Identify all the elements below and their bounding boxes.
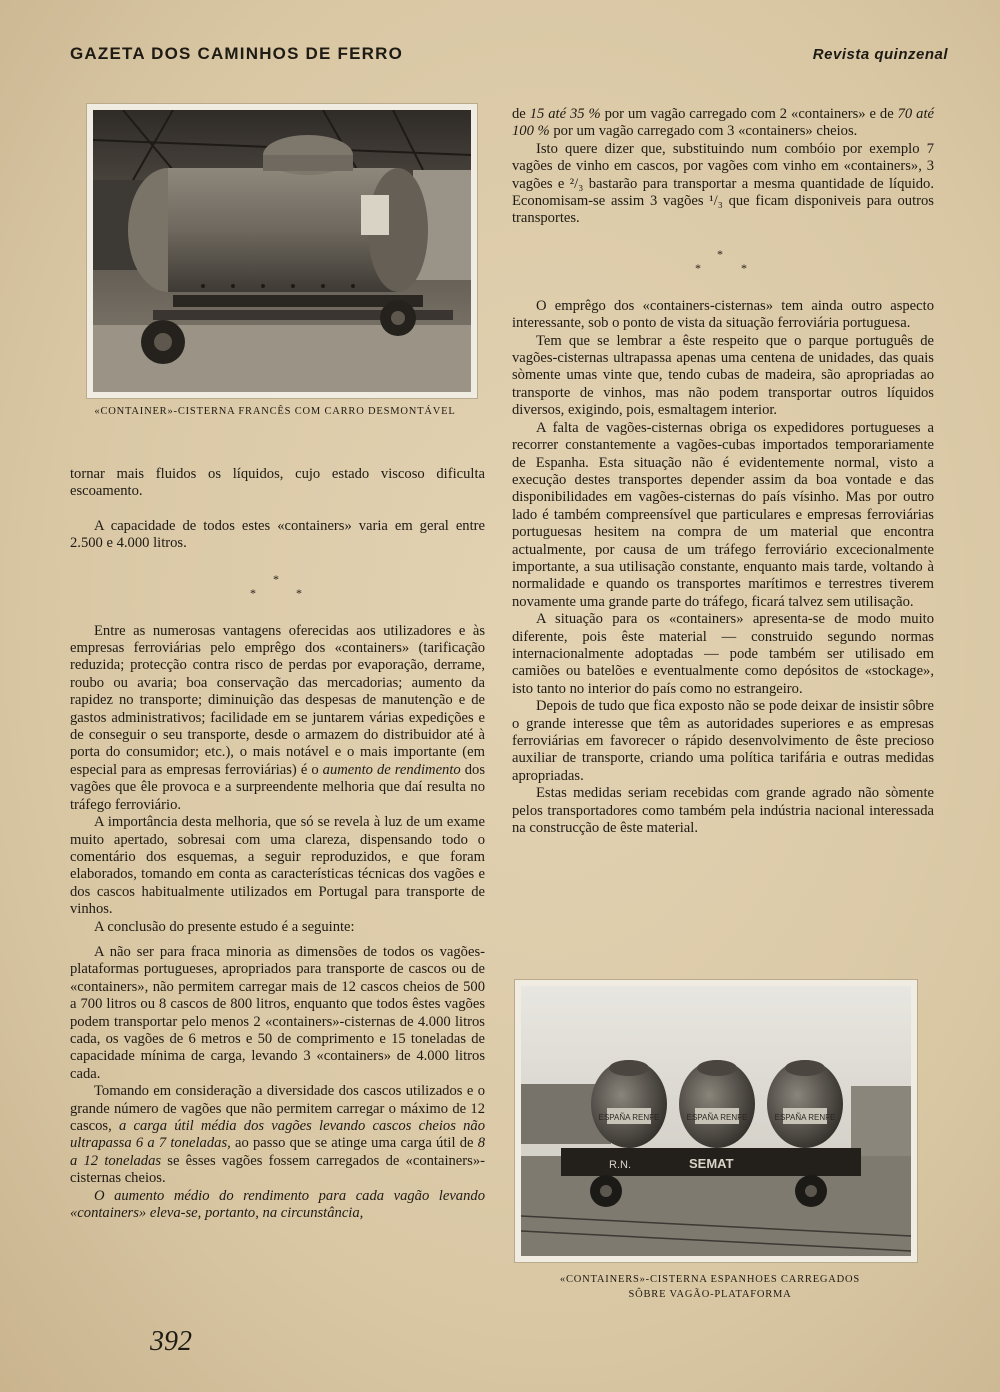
left-column xyxy=(70,466,485,1222)
paragraph xyxy=(70,1083,485,1187)
paragraph: Tem que se lembrar a êste respeito que o parque português de vagões-cisternas ultrapassa apenas uma centena de unidades, das quais sòmente umas vinte que, tendo cubas de madeira, são apropriadas ao transporte de vinhos, mas não podem transportar outros líquidos diversos, exigindo, pois, esmaltagem interior. xyxy=(512,332,934,419)
text-run: se êsses vagões fossem carregados de «containers»-cisternas cheios. xyxy=(70,1152,485,1187)
paragraph: A não ser para fraca minoria as dimensões de todos os vagões-plataformas portugueses, apropriados para transporte de cascos ou de «containers», não permitem carregar mais de 12 cascos cheios de 500 a 700 litros ou 8 cascos de 800 litros, enquanto que todos êstes vagões podem transportar pelo menos 2 «containers»-cisternas de 4.000 litros cada, os vagões de 6 metros e 50 de comprimento e 15 toneladas de capacidade mínima de carga, levando 3 «containers» de 4.000 litros cada. xyxy=(70,943,485,1082)
emphasis: 70 até 100 % xyxy=(512,106,934,140)
emphasis: 15 até 35 % xyxy=(529,106,601,122)
tank-label: ESPAÑA RENFE xyxy=(686,1113,748,1122)
paragraph: A conclusão do presente estudo é a seguinte: xyxy=(94,918,355,935)
text-run: dos vagões que êle provoca e a surpreendente melhoria que daí resulta no tráfego ferroviário. xyxy=(70,761,486,813)
paragraph: Depois de tudo que fica exposto não se pode deixar de insistir sôbre o grande interesse que têm as autoridades superiores e as empresas ferroviárias em favorecer o rápido desenvolvimento de êste precioso auxiliar de transporte, criando uma política tarifária e outras medidas apropriadas. xyxy=(512,698,934,784)
paragraph: tornar mais fluidos os líquidos, cujo estado viscoso dificulta escoamento. xyxy=(70,466,485,500)
paragraph: Isto quere dizer que, substituindo num combóio por exemplo 7 vagões de vinho em cascos, por vagões com vinho em «containers», 3 vagões e ²/₃ bastarão para transportar a mesma quantidade de líquido. Economisam-se assim 3 vagões ¹/₃ que ficam disponiveis para outros transportes. xyxy=(512,140,934,227)
emphasis: 8 a 12 toneladas xyxy=(70,1135,485,1169)
photo-spanish-container-tanks xyxy=(515,980,917,1262)
journal-subtitle: Revista quinzenal xyxy=(812,46,948,63)
tank-photo-illustration xyxy=(93,110,471,392)
caption-line: SÔBRE VAGÃO-PLATAFORMA xyxy=(628,1289,792,1300)
right-column xyxy=(512,106,934,837)
text-run: ao passo que se atinge uma carga útil de xyxy=(230,1135,478,1152)
paragraph: A capacidade de todos estes «containers» varia em geral entre 2.500 e 4.000 litros. xyxy=(70,517,485,552)
text-run: de xyxy=(512,106,530,122)
paragraph: Estas medidas seriam recebidas com grande agrado não sòmente pelos transportadores como também pela indústria nacional interessada na construcção de êste material. xyxy=(512,785,934,837)
paragraph: A importância desta melhoria, que só se revela à luz de um exame muito apertado, sobresai com uma clareza, dispensando todo o comentário dos esquemas, a seguir reproduzidos, e que foram elaborados, tomando em conta as características técnicas dos vagões e dos cascos habitualmente utilizados em Portugal para transporte de vinhos. xyxy=(70,814,485,918)
wagon-marking: SEMAT xyxy=(689,1156,734,1171)
figure-2-caption xyxy=(510,1272,910,1302)
text-run: por um vagão carregado com 2 «containers» e de xyxy=(600,106,898,122)
paragraph xyxy=(512,106,934,141)
tank-label: ESPAÑA RENFE xyxy=(774,1113,836,1122)
paragraph: O emprêgo dos «containers-cisternas» tem ainda outro aspecto interessante, sob o ponto de vista da situação ferroviária portuguesa. xyxy=(512,297,934,332)
page-number: 392 xyxy=(150,1326,192,1357)
wagon-marking: R.N. xyxy=(609,1159,631,1171)
tank-label: ESPAÑA RENFE xyxy=(598,1113,660,1122)
paragraph: A falta de vagões-cisternas obriga os expedidores portugueses a recorrer constantemente a vagões-cubas importados temporariamente de Espanha. Esta situação não é evidentemente normal, visto a execução destes transportes depender assim da boa vontade e das disponibilidades em vagões-cisternas do país vísinho. Mas por outro lado é também compreensível que particulares e empresas ferroviárias portuguesas hesitem na compra de um material que encontra actualmente, por causa de um tráfego ferroviário excecionalmente importante, a sua utilisação constante, enquanto mais tarde, voltando à normalidade e quando os transportes marítimos e terrestres tiverem novamente uma grande parte do tráfego, ficará talvez sem utilisação. xyxy=(512,419,934,610)
figure-1-caption: «CONTAINER»-CISTERNA FRANCÊS COM CARRO DESMONTÁVEL xyxy=(94,406,456,417)
text-run: Entre as numerosas vantagens oferecidas aos utilizadores e às empresas ferroviárias pelo emprêgo dos «containers» (tarificação reduzida; protecção contra risco de perdas por evaporação, derrame, roubo ou avaria; boa conservação das mercadorias; aumento da rapidez no transporte; diminuição das despesas de manutenção e de gastos administrativos; facilidade em se juntarem várias expedições e de conseguir o seu transporte, desde o armazem do distribuidor até à porta do consumidor; etc.), o mais notável e o mais importante (em especial para as empresas ferroviárias) é o xyxy=(70,622,485,778)
text-run: Tomando em consideração a diversidade dos cascos utilizados e o grande número de vagões que não permitem carregar o máximo de 12 cascos, xyxy=(70,1083,485,1134)
text-run: por um vagão carregado com 3 «containers» cheios. xyxy=(549,123,858,140)
paragraph xyxy=(70,623,485,814)
emphasis: aumento de rendimento xyxy=(322,761,461,778)
wagon-photo-illustration xyxy=(521,986,911,1256)
photo-french-container-tank xyxy=(87,104,477,398)
emphasis: O aumento médio do rendimento para cada vagão levando «containers» eleva-se, portanto, na circunstância, xyxy=(70,1187,485,1222)
paragraph xyxy=(70,1188,485,1223)
paragraph: A situação para os «containers» apresenta-se de modo muito diferente, pois êste material — construido segundo normas internacionalmente adoptadas — pode também ser utilisado em camiões ou batelões e eventualmente como depósitos de «stockage», isto tanto no interior do país como no estrangeiro. xyxy=(512,611,934,697)
journal-title: GAZETA DOS CAMINHOS DE FERRO xyxy=(70,44,403,63)
emphasis: a carga útil média dos vagões levando cascos cheios não ultrapassa 6 a 7 toneladas, xyxy=(70,1118,485,1152)
section-separator: * * * xyxy=(250,571,302,600)
section-separator: * * * xyxy=(695,246,747,275)
caption-line: «CONTAINERS»-CISTERNA ESPANHOES CARREGADOS xyxy=(559,1274,861,1285)
